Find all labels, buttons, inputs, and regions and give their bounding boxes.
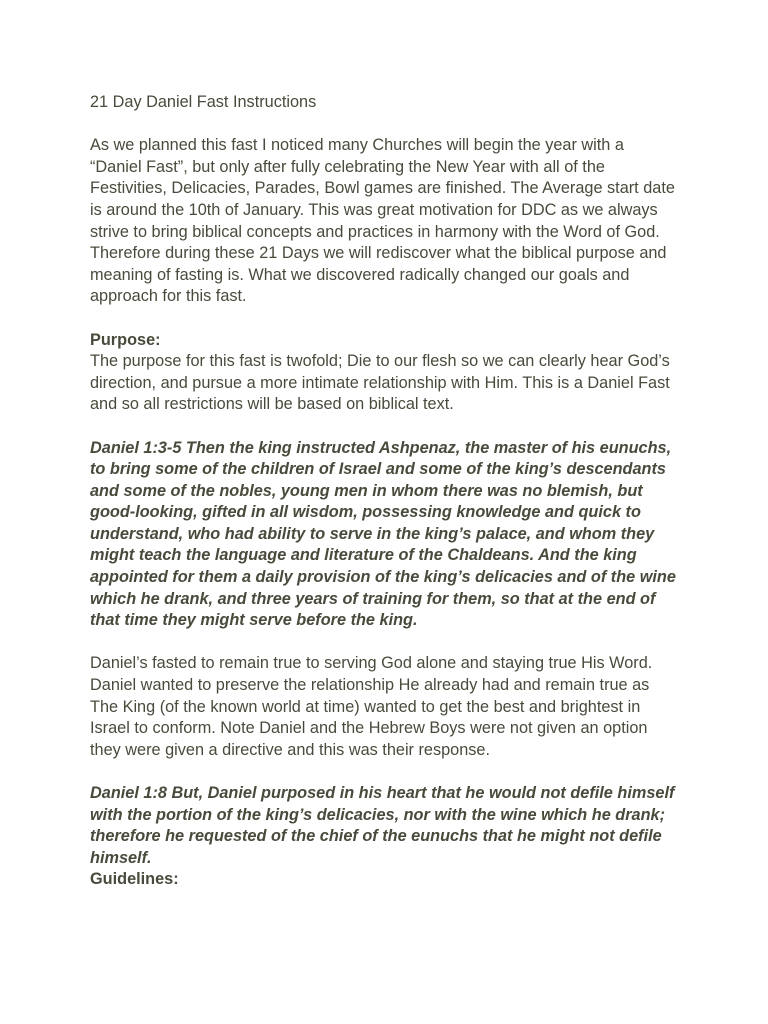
commentary-paragraph: Daniel’s fasted to remain true to serving God alone and staying true His Word. Daniel wanted to preserve the relationship He already had and remain true as The King (of the known world at time) wanted to get the best and brightest in Israel to conform. Note Daniel and the Hebrew Boys were not given an option they were given a directive and this was their response. [90,654,653,759]
intro-paragraph: As we planned this fast I noticed many Churches will begin the year with a “Daniel Fast”, but only after fully celebrating the New Year with all of the Festivities, Delicacies, Parades, Bowl games are finished. The Average start date is around the 10th of January. This was great motivation for DDC as we always strive to bring biblical concepts and practices in harmony with the Word of God. Therefore during these 21 Days we will rediscover what the biblical purpose and meaning of fasting is. What we discovered radically changed our goals and approach for this fast. [90,136,675,306]
scripture-quote-daniel-1-8: Daniel 1:8 But, Daniel purposed in his heart that he would not defile himself with the portion of the king’s delicacies, nor with the wine which he drank; therefore he requested of the chief of the eunuchs that he might not defile himself. [90,784,675,867]
purpose-paragraph: The purpose for this fast is twofold; Die to our flesh so we can clearly hear God’s direction, and pursue a more intimate relationship with Him. This is a Daniel Fast and so all restrictions will be based on biblical text. [90,352,670,414]
guidelines-heading: Guidelines: [90,870,179,889]
purpose-heading: Purpose: [90,330,161,349]
document-title: 21 Day Daniel Fast Instructions [90,93,317,111]
document-page [90,92,680,891]
scripture-quote-daniel-1-3-5: Daniel 1:3-5 Then the king instructed Ashpenaz, the master of his eunuchs, to bring some of the children of Israel and some of the king’s descendants and some of the nobles, young men in whom there was no blemish, but good-looking, gifted in all wisdom, possessing knowledge and quick to understand, who had ability to serve in the king’s palace, and whom they might teach the language and literature of the Chaldeans. And the king appointed for them a daily provision of the king’s delicacies and of the wine which he drank, and three years of training for them, so that at the end of that time they might serve before the king. [90,438,676,630]
